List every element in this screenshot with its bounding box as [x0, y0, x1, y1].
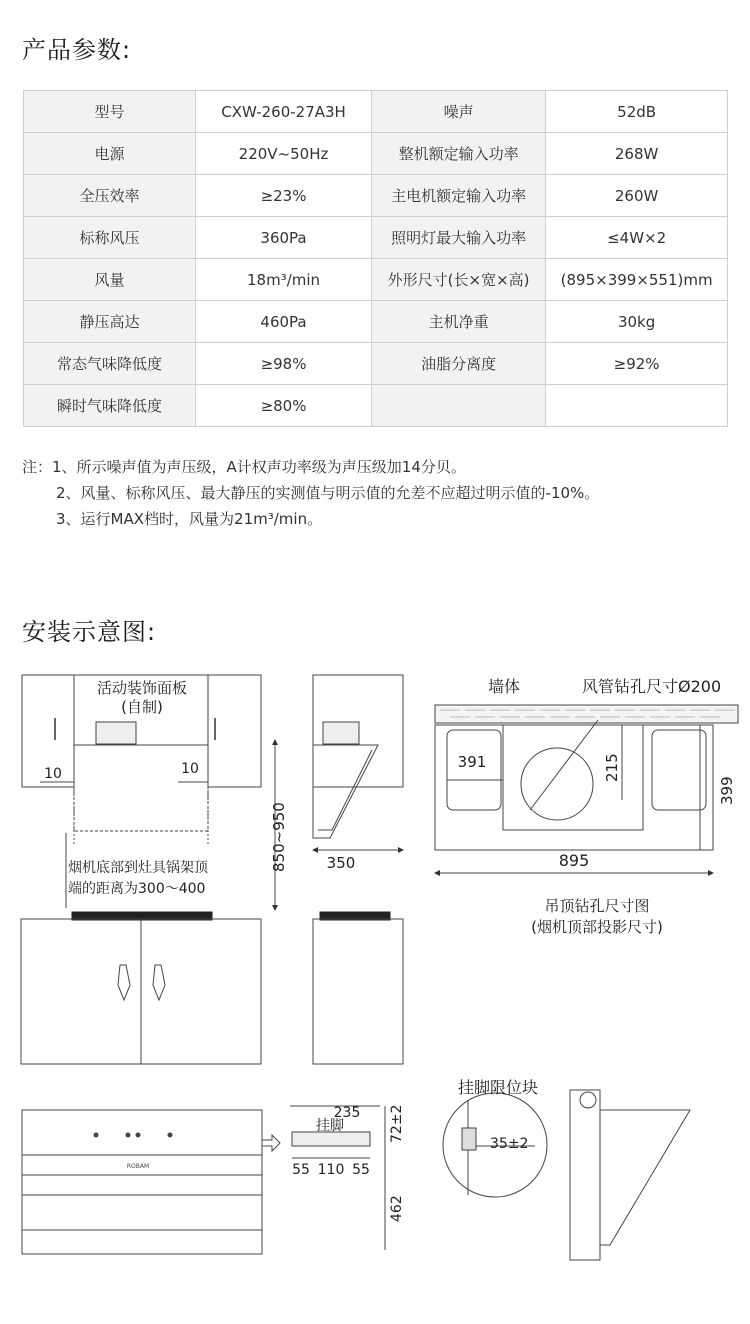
height-range-label: 850~950 — [270, 802, 288, 872]
dim-235: 235 — [333, 1105, 361, 1121]
spec-key-cell: 风量 — [24, 259, 196, 301]
install-section-title: 安装示意图: — [22, 618, 157, 646]
wall — [435, 705, 738, 723]
spec-key-cell: 主电机额定输入功率 — [371, 175, 545, 217]
spec-value-cell: 220V~50Hz — [196, 133, 372, 175]
panel-label-1: 活动装饰面板 — [96, 679, 188, 697]
spec-value-cell: 268W — [546, 133, 728, 175]
spec-value-cell: 260W — [546, 175, 728, 217]
limit-block-view — [443, 1090, 690, 1260]
spec-value-cell: 460Pa — [196, 301, 372, 343]
hood-front-bottom — [22, 1110, 280, 1254]
dim-55a: 55 — [292, 1162, 310, 1178]
spec-key-cell: 整机额定输入功率 — [371, 133, 545, 175]
wall-label: 墙体 — [488, 677, 521, 696]
gap-left-label: 10 — [44, 766, 62, 782]
note-2: 2、风量、标称风压、最大静压的实测值与明示值的允差不应超过明示值的-10%。 — [56, 484, 600, 502]
brand-logo: ROBAM — [126, 1163, 150, 1170]
stove-label-1: 烟机底部到灶具锅架顶 — [68, 860, 208, 876]
ceiling-drill-view — [435, 705, 738, 873]
duct-label: 风管钻孔尺寸Ø200 — [582, 677, 722, 696]
spec-key-cell: 全压效率 — [24, 175, 196, 217]
gap-right-label: 10 — [181, 761, 199, 777]
spec-key-cell: 照明灯最大输入功率 — [371, 217, 545, 259]
note-1: 注：1、所示噪声值为声压级，A计权声功率级为声压级加14分贝。 — [22, 458, 466, 476]
spec-value-cell: 18m³/min — [196, 259, 372, 301]
note-3: 3、运行MAX档时，风量为21m³/min。 — [56, 510, 323, 528]
spec-value-cell: 30kg — [546, 301, 728, 343]
spec-key-cell: 外形尺寸(长×宽×高) — [371, 259, 545, 301]
spec-value-cell: ≥23% — [196, 175, 372, 217]
spec-value-cell: ≥80% — [196, 385, 372, 427]
ceiling-caption-1: 吊顶钻孔尺寸图 — [544, 897, 650, 915]
side-depth-label: 350 — [326, 854, 356, 872]
spec-value-cell: CXW-260-27A3H — [196, 91, 372, 133]
dim-35: 35±2 — [490, 1136, 529, 1152]
spec-section-title: 产品参数: — [22, 36, 132, 64]
dim-110: 110 — [317, 1162, 345, 1178]
dim-215: 215 — [603, 753, 621, 782]
spec-key-cell: 标称风压 — [24, 217, 196, 259]
hood-front — [74, 745, 208, 831]
stove-label-2: 端的距离为300～400 — [68, 881, 206, 897]
spec-value-cell: ≤4W×2 — [546, 217, 728, 259]
spec-value-cell: 360Pa — [196, 217, 372, 259]
dim-55b: 55 — [352, 1162, 370, 1178]
dim-895: 895 — [558, 851, 590, 870]
ceiling-caption-2: (烟机顶部投影尺寸) — [531, 918, 663, 936]
spec-key-cell: 电源 — [24, 133, 196, 175]
spec-key-cell: 静压高达 — [24, 301, 196, 343]
spec-key-cell: 常态气味降低度 — [24, 343, 196, 385]
spec-key-cell: 型号 — [24, 91, 196, 133]
bracket-label: 挂脚 — [316, 1118, 344, 1134]
spec-key-cell: 主机净重 — [371, 301, 545, 343]
dim-399: 399 — [718, 776, 736, 805]
spec-value-cell: ≥98% — [196, 343, 372, 385]
dim-72: 72±2 — [389, 1104, 405, 1143]
duct-hole — [521, 748, 593, 820]
spec-key-cell: 油脂分离度 — [371, 343, 545, 385]
spec-value-cell: (895×399×551)mm — [546, 259, 728, 301]
dim-391: 391 — [457, 753, 487, 771]
dim-462: 462 — [389, 1195, 405, 1222]
spec-value-cell: 52dB — [546, 91, 728, 133]
spec-key-cell: 噪声 — [371, 91, 545, 133]
spec-key-cell: 瞬时气味降低度 — [24, 385, 196, 427]
panel-label-2: (自制) — [121, 698, 163, 716]
limit-label: 挂脚限位块 — [458, 1078, 539, 1097]
spec-value-cell: ≥92% — [546, 343, 728, 385]
